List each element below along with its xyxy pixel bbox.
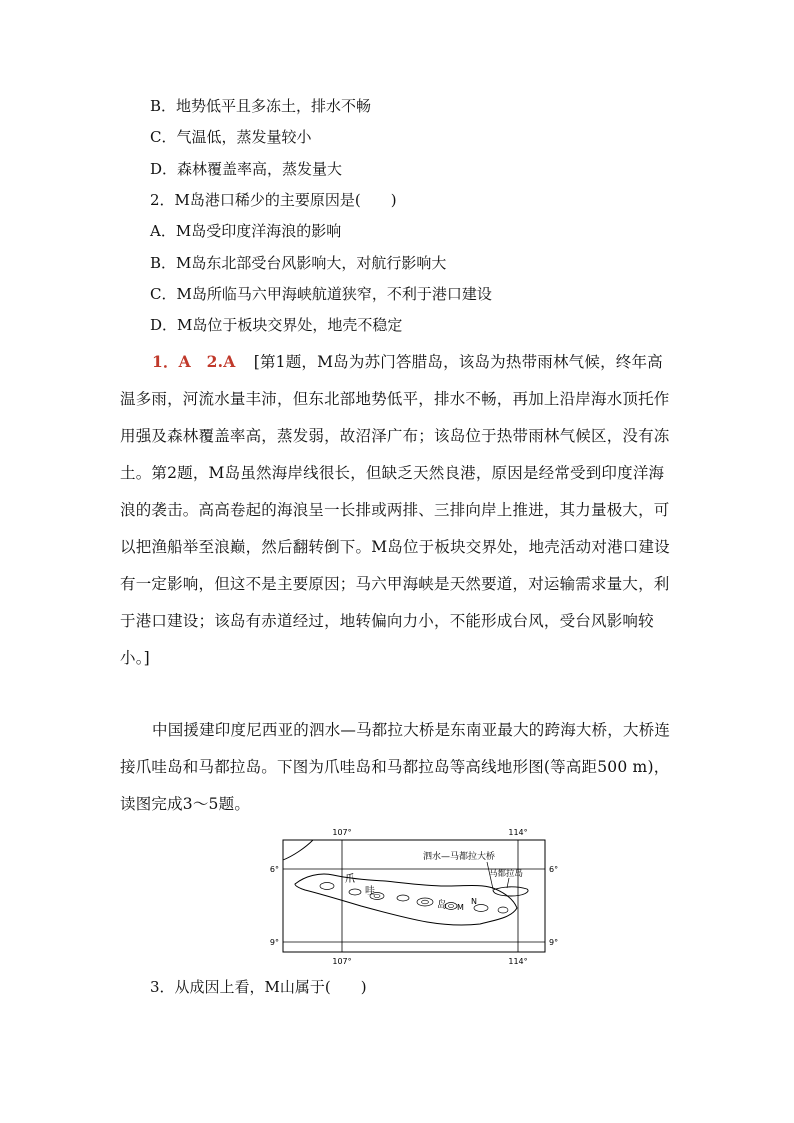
lat-9-right: 9° (549, 938, 559, 947)
island-label-1: 爪 (345, 874, 355, 885)
contour-east (498, 907, 508, 913)
lon-top-right: 114° (508, 828, 528, 837)
q1-option-c: C．气温低，蒸发量较小 (150, 128, 312, 146)
java-madura-contour-map (265, 826, 565, 968)
q2-option-a: A．M岛受印度洋海浪的影响 (150, 222, 342, 240)
madura-label: 马都拉岛 (489, 869, 524, 879)
contour (422, 900, 429, 904)
sumatra-coast (283, 840, 313, 860)
island-label-2: 哇 (365, 886, 375, 897)
q2-option-d: D．M岛位于板块交界处，地壳不稳定 (150, 316, 403, 334)
answer-explanation: [第1题，M岛为苏门答腊岛，该岛为热带雨林气候，终年高温多雨，河流水量丰沛，但东北部地势低平，排水不畅，再加上沿岸海水顶托作用强及森林覆盖率高，蒸发弱，故沼泽广布；该岛位于热带雨林气候区，没有冻土。第2题，M岛虽然海岸线很长，但缺乏天然良港，原因是经常受到印度洋海浪的袭击。高高卷起的海浪呈一长排或两排、三排向岸上推进，其力量极大，可以把渔船举至浪巅，然后翻转倒下。M岛位于板块交界处，地壳活动对港口建设有一定影响，但这不是主要原因；马六甲海峡是天然要道，对运输需求量大，利于港口建设；该岛有赤道经过，地转偏向力小，不能形成台风，受台风影响较小。] (120, 353, 670, 667)
mountain-m-label: M (457, 903, 464, 912)
java-island-outline (295, 874, 517, 925)
contour (417, 898, 433, 906)
q2-option-c: C．M岛所临马六甲海峡航道狭窄，不利于港口建设 (150, 285, 492, 303)
intro-paragraph: 中国援建印度尼西亚的泗水—马都拉大桥是东南亚最大的跨海大桥，大桥连接爪哇岛和马都拉岛。下图为爪哇岛和马都拉岛等高线地形图(等高距500 m)，读图完成3～5题。 (120, 721, 671, 813)
contour-m-inner (449, 905, 454, 908)
lat-6-right: 6° (549, 865, 559, 874)
contour (349, 889, 361, 895)
bridge-label: 泗水—马都拉大桥 (423, 852, 496, 862)
q3-stem: 3．从成因上看，M山属于( ) (150, 978, 367, 996)
lon-bottom-left: 107° (332, 957, 352, 966)
q1-option-b: B．地势低平且多冻土，排水不畅 (150, 97, 372, 115)
madura-island-outline (493, 887, 528, 896)
lat-9-left: 9° (269, 938, 279, 947)
lon-bottom-right: 114° (508, 957, 528, 966)
contour (397, 895, 409, 901)
lat-6-left: 6° (269, 865, 279, 874)
mountain-n-label: N (471, 897, 477, 906)
q1-option-d: D．森林覆盖率高，蒸发量大 (150, 160, 343, 178)
contour-west (320, 883, 334, 890)
island-label-3: 岛 (437, 900, 447, 911)
answer-key: 1．A 2.A (152, 352, 236, 371)
q2-option-b: B．M岛东北部受台风影响大，对航行影响大 (150, 254, 447, 272)
lon-top-left: 107° (332, 828, 352, 837)
answer-block (120, 343, 675, 677)
q2-stem: 2．M岛港口稀少的主要原因是( ) (150, 191, 397, 209)
